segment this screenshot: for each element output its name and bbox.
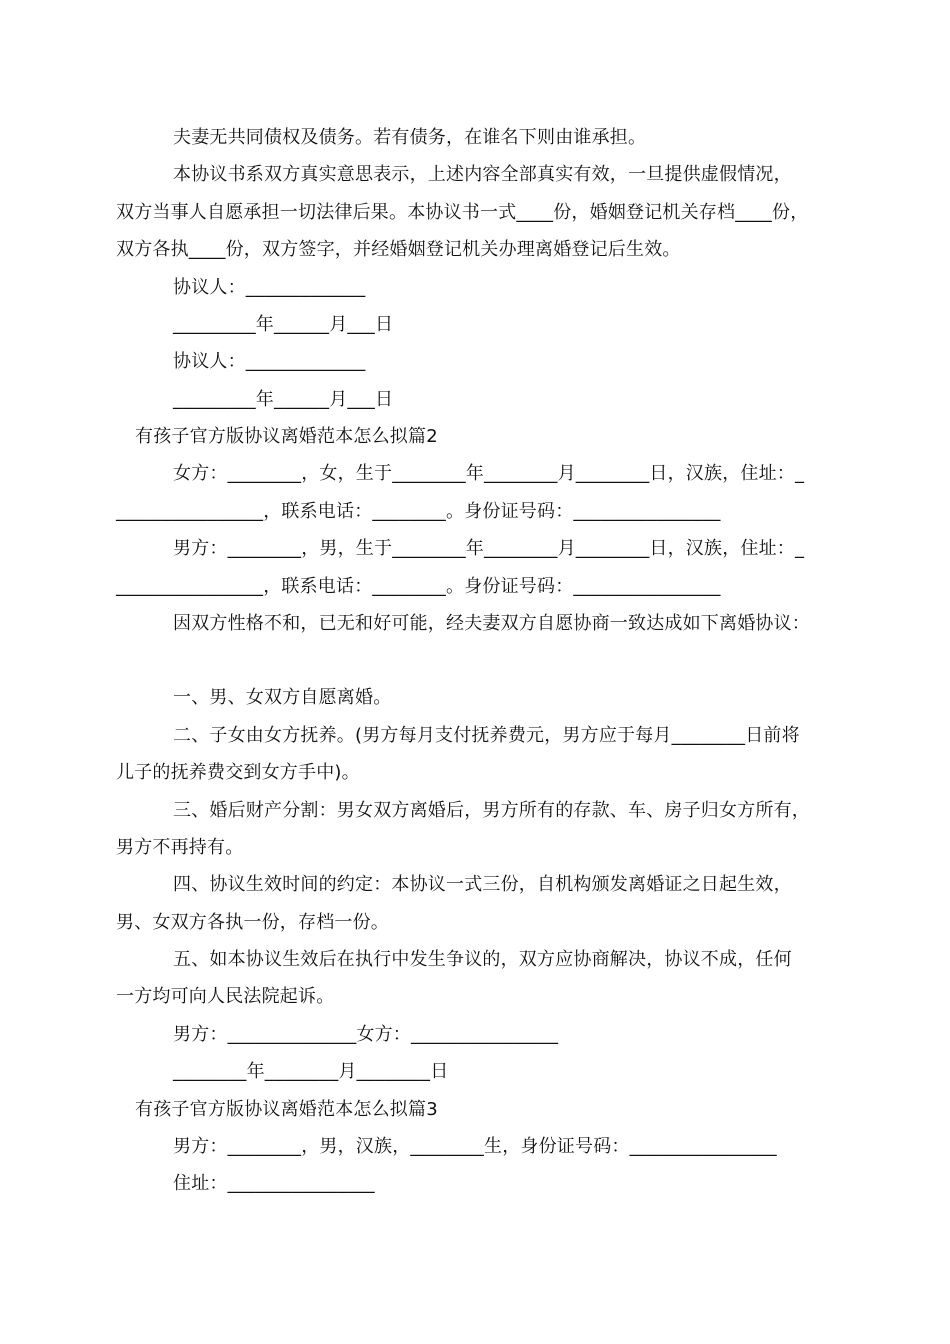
text-line: 协议人：_____________ [173,277,366,298]
text-line: 男方不再持有。 [116,837,244,858]
text-line: 住址：________________ [173,1173,375,1194]
text-line: 二、子女由女方抚养。(男方每月支付抚养费元，男方应于每月________日前将 [173,725,800,746]
text-line: 男方：________，男，汉族，________生，身份证号码：________________ [173,1136,777,1157]
text-line: 双方各执____份，双方签字，并经婚姻登记机关办理离婚登记后生效。 [116,239,681,260]
text-line: 男、女双方各执一份，存档一份。 [116,912,389,933]
text-line: 一、男、女双方自愿离婚。 [173,687,392,708]
text-line: 儿子的抚养费交到女方手中)。 [116,762,360,783]
text-line: 一方均可向人民法院起诉。 [116,986,335,1007]
text-line: ________________，联系电话：________。身份证号码：________________ [116,501,721,522]
text-line: 男方：______________女方：________________ [173,1024,559,1045]
text-line: 三、婚后财产分割：男女双方离婚后，男方所有的存款、车、房子归女方所有， [173,800,810,821]
section-heading: 有孩子官方版协议离婚范本怎么拟篇2 [135,426,438,447]
text-line: 女方：________，女，生于________年________月________日，汉族，住址：_ [173,463,805,484]
text-line: 男方：________，男，生于________年________月________日，汉族，住址：_ [173,538,805,559]
text-line: _________年______月___日 [173,389,394,410]
text-line: 因双方性格不和，已无和好可能，经夫妻双方自愿协商一致达成如下离婚协议： [173,613,810,634]
text-line: 本协议书系双方真实意思表示，上述内容全部真实有效，一旦提供虚假情况， [173,164,792,185]
section-heading: 有孩子官方版协议离婚范本怎么拟篇3 [135,1099,438,1120]
text-line: 五、如本协议生效后在执行中发生争议的，双方应协商解决，协议不成，任何 [173,949,792,970]
text-line: ________________，联系电话：________。身份证号码：________________ [116,576,721,597]
text-line: ________年________月________日 [173,1061,449,1082]
text-line: 双方当事人自愿承担一切法律后果。本协议书一式____份，婚姻登记机关存档____份， [116,202,809,223]
text-line: 四、协议生效时间的约定：本协议一式三份，自机构颁发离婚证之日起生效， [173,874,792,895]
text-line: 协议人：_____________ [173,351,366,372]
text-line: _________年______月___日 [173,314,394,335]
text-line: 夫妻无共同债权及债务。若有债务，在谁名下则由谁承担。 [173,127,647,148]
